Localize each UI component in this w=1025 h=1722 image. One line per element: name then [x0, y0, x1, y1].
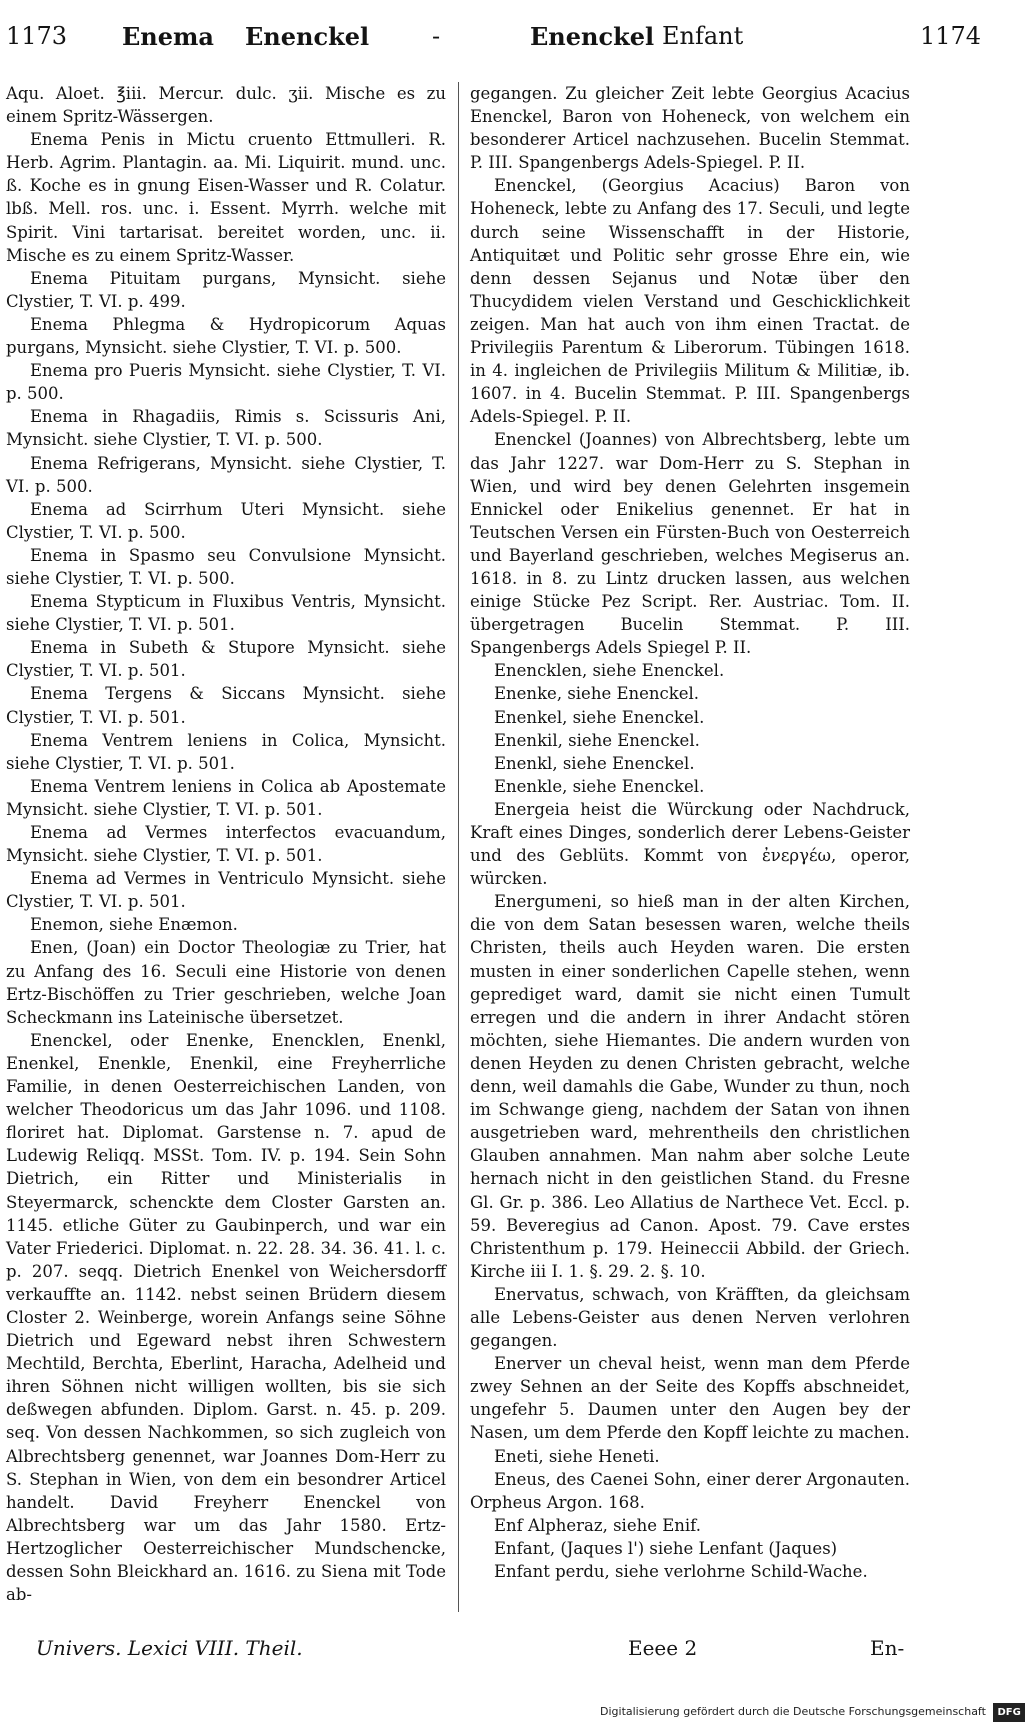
entry-text: Eneti, siehe Heneti. [494, 1446, 660, 1466]
entry-text: Enema in Spasmo seu Convulsione Mynsicht. siehe Clystier, T. VI. p. 500. [6, 545, 446, 588]
entry-text: Enenckel (Joannes) von Albrechtsberg, lebte um das Jahr 1227. war Dom-Herr zu S. Stephan in Wien, und wird bey denen Gelehrten insgemein Ennickel oder Enikelius genennet. Er hat in Teutschen Versen ein Fürsten-Buch von Oesterreich und Bayerland geschrieben, welches Megiserus an. 1618. in 8. zu Lintz drucken lassen, aus welchen einige Stücke Pez Script. Rer. Austriac. Tom. II. übergetragen Bucelin Stemmat. P. III. Spangenbergs Adels Spiegel P. II. [470, 430, 910, 658]
entry-text: Enema Ventrem leniens in Colica, Mynsicht. siehe Clystier, T. VI. p. 501. [6, 730, 446, 773]
entry-text: Enenke, siehe Enenckel. [494, 684, 700, 704]
entry-text: Enema Stypticum in Fluxibus Ventris, Mynsicht. siehe Clystier, T. VI. p. 501. [6, 592, 446, 635]
running-header [0, 22, 1000, 62]
entry-text: gegangen. Zu gleicher Zeit lebte Georgius Acacius Enenckel, Baron von Hoheneck, von welchem ein besonderer Articel nachzusehen. Bucelin Stemmat. P. III. Spangenbergs Adels-Spiegel. P. II. [470, 84, 910, 173]
entry-text: Energumeni, so hieß man in der alten Kirchen, die von dem Satan besessen waren, welche theils Christen, theils auch Heyden waren. Die ersten musten in einer sonderlichen Capelle stehen, wenn geprediget ward, damit sie nicht einen Tumult erregen und die andern in ihrer Andacht stören möchten, siehe Hiemantes. Die andern wurden von denen Heyden zu denen Christen gebracht, welche denn, weil damahls die Gabe, Wunder zu thun, noch im Schwange gieng, nachdem der Satan von ihnen ausgetrieben ward, mehrentheils den christlichen Glauben annahmen. Man nahm aber solche Leute hernach nicht in den geistlichen Stand. du Fresne Gl. Gr. p. 386. Leo Allatius de Narthece Vet. Eccl. p. 59. Beveregius ad Canon. Apost. 79. Cave erstes Christenthum p. 179. Heineccii Abbild. der Griech. Kirche iii I. 1. §. 29. 2. §. 10. [470, 892, 910, 1281]
entry-text: Enema Pituitam purgans, Mynsicht. siehe Clystier, T. VI. p. 499. [6, 268, 446, 311]
page-number-right: 1174 [920, 22, 982, 50]
entry-text: Enfant, (Jaques l') siehe Lenfant (Jaques) [494, 1538, 838, 1558]
entry-text: Enema Tergens & Siccans Mynsicht. siehe Clystier, T. VI. p. 501. [6, 684, 446, 727]
header-dash: - [432, 22, 441, 50]
entry-text: Enema pro Pueris Mynsicht. siehe Clystier, T. VI. p. 500. [6, 361, 446, 404]
entry-text: Enema Phlegma & Hydropicorum Aquas purgans, Mynsicht. siehe Clystier, T. VI. p. 500. [6, 314, 446, 358]
dfg-logo: DFG [993, 1703, 1024, 1722]
page-footer [0, 1636, 1000, 1666]
entry-text: Eneus, des Caenei Sohn, einer derer Argonauten. Orpheus Argon. 168. [470, 1469, 910, 1512]
entry-text: Enema ad Vermes interfectos evacuandum, Mynsicht. siehe Clystier, T. VI. p. 501. [6, 823, 446, 866]
catchword: En- [870, 1636, 905, 1660]
entry-text: Enfant perdu, siehe verlohrne Schild-Wache. [494, 1562, 868, 1581]
entry-text: Enf Alpheraz, siehe Enif. [494, 1515, 701, 1535]
volume-signature: Univers. Lexici VIII. Theil. [36, 1636, 303, 1660]
page-number-left: 1173 [6, 22, 68, 50]
entry-text: Enencklen, siehe Enenckel. [494, 661, 725, 681]
header-catchword-left-1: Enema [122, 22, 214, 51]
right-column [470, 82, 910, 1583]
entry-text: Enenkle, siehe Enenckel. [494, 776, 705, 796]
header-catchword-right-2: Enfant [662, 22, 744, 50]
entry-text: Enen, (Joan) ein Doctor Theologiæ zu Trier, hat zu Anfang des 16. Seculi eine Historie von denen Ertz-Bischöffen zu Trier geschrieben, welche Joan Scheckmann ins Lateinische übersetzet. [6, 938, 446, 1027]
entry-text: Enema Penis in Mictu cruento Ettmulleri. R. Herb. Agrim. Plantagin. aa. Mi. Liquirit. mund. unc. ß. Koche es in gnung Eisen-Wasser und R. Colatur. lbß. Mell. ros. unc. i. Essent. Myrrh. welche mit Spirit. Vini tartarisat. bereitet worden, unc. ii. Mische es zu einem Spritz-Wasser. [6, 130, 446, 265]
header-catchword-right-1: Enenckel [530, 22, 655, 51]
entry-text: Enema Refrigerans, Mynsicht. siehe Clystier, T. VI. p. 500. [6, 453, 446, 496]
entry-text: Enenkel, siehe Enenckel. [494, 707, 705, 727]
entry-text: Aqu. Aloet. ℥iii. Mercur. dulc. ʒii. Mische es zu einem Spritz-Wässergen. [6, 84, 446, 127]
entry-text: Enema Ventrem leniens in Colica ab Apostemate Mynsicht. siehe Clystier, T. VI. p. 501. [6, 776, 446, 819]
digitization-credit [600, 1702, 1021, 1721]
entry-text: Energeia heist die Würckung oder Nachdruck, Kraft eines Dinges, sonderlich derer Lebens-Geister und des Geblüts. Kommt von ἐνεργέω, operor, würcken. [470, 799, 910, 889]
entry-text: Enema in Rhagadiis, Rimis s. Scissuris Ani, Mynsicht. siehe Clystier, T. VI. p. 500. [6, 407, 446, 450]
header-catchword-left-2: Enenckel [245, 22, 370, 51]
signature-mark: Eeee 2 [628, 1636, 698, 1660]
entry-text: Enervatus, schwach, von Kräfften, da gleichsam alle Lebens-Geister aus denen Nerven verlohren gegangen. [470, 1284, 910, 1351]
entry-text: Enenckel, (Georgius Acacius) Baron von Hoheneck, lebte zu Anfang des 17. Seculi, und legte durch seine Wissenschafft in der Historie, Antiquitæt und Politic sehr grosse Ehre ein, wie denn dessen Sejanus und Notæ über den Thucydidem vielen Verstand und Geschicklichkeit zeigen. Man hat auch von ihm einen Tractat. de Privilegiis Parentum & Liberorum. Tübingen 1618. in 4. ingleichen de Privilegiis Militum & Militiæ, ib. 1607. in 4. Bucelin Stemmat. P. III. Spangenbergs Adels-Spiegel. P. II. [470, 176, 910, 427]
entry-text: Enerver un cheval heist, wenn man dem Pferde zwey Sehnen an der Seite des Kopffs abschneidet, ungefehr 5. Daumen unter den Augen bey der Nasen, um dem Pferde den Kopff leichte zu machen. [470, 1354, 910, 1443]
entry-text: Enenkl, siehe Enenckel. [494, 753, 695, 773]
credit-text: Digitalisierung gefördert durch die Deutsche Forschungsgemeinschaft [600, 1705, 986, 1718]
entry-text: Enema ad Vermes in Ventriculo Mynsicht. siehe Clystier, T. VI. p. 501. [6, 869, 446, 912]
entry-text: Enema ad Scirrhum Uteri Mynsicht. siehe Clystier, T. VI. p. 500. [6, 499, 446, 542]
left-column [6, 82, 446, 1606]
entry-text: Enenckel, oder Enenke, Enencklen, Enenkl, Enenkel, Enenkle, Enenkil, eine Freyherrliche Familie, in denen Oesterreichischen Landen, von welcher Theodoricus um das Jahr 1096. und 1108. floriret hat. Diplomat. Garstense n. 7. apud de Ludewig Reliqq. MSSt. Tom. IV. p. 194. Sein Sohn Dietrich, ein Ritter und Ministerialis in Steyermarck, schenckte dem Closter Garsten an. 1145. etliche Güter zu Gaubinperch, und war ein Vater Friederici. Diplomat. n. 22. 28. 34. 36. 41. l. c. p. 207. seqq. Dietrich Enenkel von Weichersdorff verkauffte an. 1142. nebst seinen Brüdern diesem Closter 2. Weinberge, worein Anfangs seine Söhne Dietrich und Egeward nebst ihren Schwestern Mechtild, Berchta, Eberlint, Haracha, Adelheid und ihren Söhnen nicht willigen wollten, bis sie sich deßwegen abfunden. Diplom. Garst. n. 45. p. 209. seq. Von dessen Nachkommen, so sich zugleich von Albrechtsberg genennet, war Joannes Dom-Herr zu S. Stephan in Wien, von dem ein besondrer Articel handelt. David Freyherr Enenckel von Albrechtsberg war um das Jahr 1580. Ertz-Hertzoglicher Oesterreichischer Mundschencke, dessen Sohn Bleickhard an. 1616. zu Siena mit Tode ab- [6, 1030, 446, 1605]
entry-text: Enemon, siehe Enæmon. [30, 915, 238, 935]
entry-text: Enema in Subeth & Stupore Mynsicht. siehe Clystier, T. VI. p. 501. [6, 638, 446, 681]
column-divider [458, 82, 459, 1612]
entry-text: Enenkil, siehe Enenckel. [494, 730, 700, 750]
